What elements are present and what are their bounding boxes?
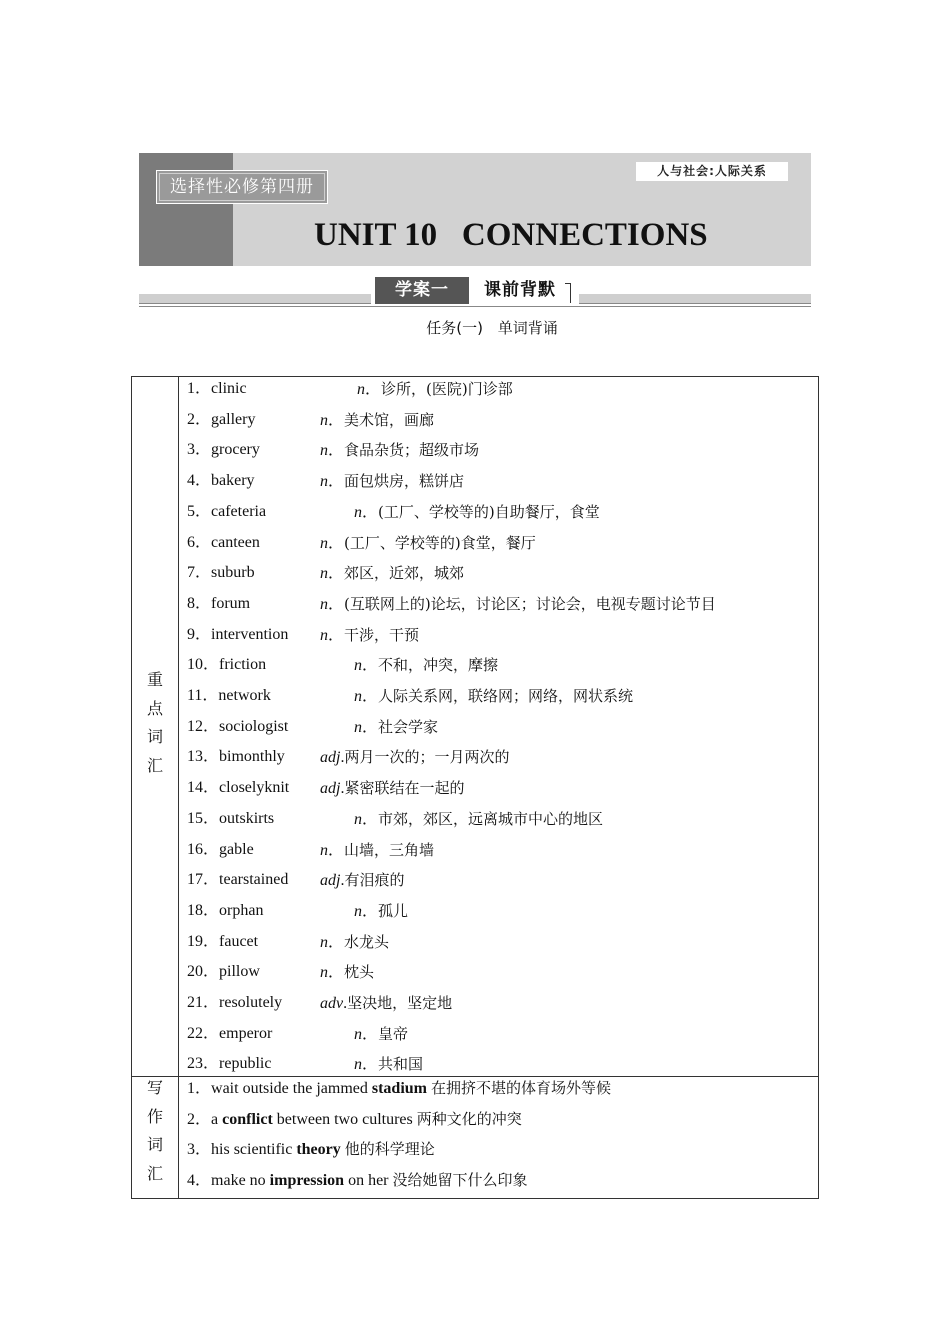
unit-title: UNIT 10 CONNECTIONS <box>314 217 708 253</box>
phrase-keyword: theory <box>296 1141 341 1159</box>
part-of-speech: n <box>320 933 328 951</box>
vocab-row <box>187 773 807 803</box>
part-of-speech: adj <box>320 872 341 890</box>
part-of-speech: n <box>320 841 328 859</box>
part-of-speech: n <box>320 565 328 583</box>
pos-separator: ． <box>362 657 379 675</box>
definition-text: 食品杂货；超级市场 <box>344 441 480 460</box>
part-of-speech: n <box>320 411 328 429</box>
vocab-number: 14． <box>187 779 220 797</box>
vocab-word: cafeteria <box>211 502 267 520</box>
vocab-number: 9． <box>187 625 212 643</box>
vocab-definition <box>354 896 408 927</box>
phrase-text: a <box>211 1110 223 1128</box>
task-title: 任务(一) 单词背诵 <box>426 319 558 337</box>
vocab-row <box>187 804 807 834</box>
definition-text: 共和国 <box>378 1055 424 1074</box>
definition-text: 面包烘房，糕饼店 <box>344 472 465 491</box>
part-of-speech: n <box>320 473 328 491</box>
phrase-translation: 没给她留下什么印象 <box>392 1171 528 1190</box>
vocab-word: orphan <box>219 901 264 919</box>
vocab-word: emperor <box>219 1024 273 1042</box>
vocab-definition <box>354 681 633 712</box>
phrase-number: 4． <box>187 1172 212 1190</box>
vocab-definition <box>320 773 464 804</box>
phrase-row <box>187 1073 807 1103</box>
pos-separator: ． <box>365 381 382 398</box>
pos-separator: ． <box>362 503 379 521</box>
vocab-number: 21． <box>187 994 220 1011</box>
phrase-row <box>187 1104 807 1134</box>
part-of-speech: n <box>320 442 328 460</box>
pos-separator: ． <box>328 442 345 460</box>
part-of-speech: n <box>354 657 362 675</box>
vocab-row <box>187 466 807 496</box>
vocab-word: faucet <box>219 932 259 950</box>
vocab-number: 6． <box>187 533 212 551</box>
definition-text: 有泪痕的 <box>344 871 405 890</box>
pos-separator: . <box>340 749 345 767</box>
book-label: 选择性必修第四册 <box>156 170 328 204</box>
vocab-row <box>187 589 807 619</box>
vocab-word: grocery <box>211 441 260 459</box>
vocab-word: bimonthly <box>219 748 285 766</box>
section-bar-right <box>579 294 811 304</box>
vocab-definition <box>320 435 479 466</box>
phrase-keyword: conflict <box>222 1110 273 1128</box>
vocab-definition <box>320 927 389 958</box>
writing-vocab-category: 写 作 词 汇 <box>146 1078 163 1183</box>
vocab-row <box>187 620 807 650</box>
part-of-speech: adj <box>320 780 341 798</box>
vocab-word: sociologist <box>219 717 289 735</box>
definition-text: 郊区，近郊，城郊 <box>344 564 465 583</box>
vocab-number: 8． <box>187 594 212 612</box>
vocab-word: tearstained <box>219 871 289 889</box>
vocab-definition <box>320 988 452 1019</box>
vocab-row <box>187 405 807 435</box>
table-column-divider <box>178 377 179 1198</box>
vocab-word: gable <box>219 840 254 858</box>
definition-text: 两月一次的；一月两次的 <box>344 748 510 767</box>
phrase-keyword: impression <box>269 1172 345 1190</box>
definition-text: 不和，冲突，摩擦 <box>378 656 499 675</box>
part-of-speech: n <box>320 626 328 644</box>
pos-separator: ． <box>328 411 345 429</box>
phrase-text: on her <box>344 1172 393 1190</box>
pos-separator: ． <box>362 810 379 828</box>
vocab-number: 17． <box>187 871 220 889</box>
vocab-word: intervention <box>211 625 289 643</box>
phrase-row <box>187 1134 807 1164</box>
part-of-speech: n <box>357 381 365 398</box>
vocab-row <box>187 896 807 926</box>
definition-text: 孤儿 <box>378 901 409 920</box>
vocab-row <box>187 528 807 558</box>
vocab-word: pillow <box>219 963 260 981</box>
vocab-word: forum <box>211 594 251 612</box>
definition-text: (工厂、学校等的)食堂，餐厅 <box>344 533 536 552</box>
vocab-word: resolutely <box>219 994 283 1011</box>
part-of-speech: adv <box>320 995 344 1012</box>
definition-text: (互联网上的)论坛，讨论区；讨论会，电视专题讨论节目 <box>344 594 716 613</box>
vocab-word: network <box>218 687 271 704</box>
vocab-word: republic <box>219 1055 272 1073</box>
vocab-number: 11． <box>187 687 219 704</box>
vocab-word: friction <box>219 656 267 674</box>
definition-text: 山墙，三角墙 <box>344 840 435 859</box>
section-part-b: 课前背默 <box>469 277 571 304</box>
part-of-speech: n <box>354 1056 362 1074</box>
phrase-text: make no <box>211 1172 270 1190</box>
vocab-row <box>187 374 807 404</box>
vocab-row <box>187 957 807 987</box>
vocab-number: 15． <box>187 809 220 827</box>
vocab-definition <box>320 405 434 436</box>
definition-text: 美术馆，画廊 <box>344 410 435 429</box>
vocab-row <box>187 988 807 1018</box>
vocab-number: 18． <box>187 901 220 919</box>
vocab-number: 13． <box>187 748 220 766</box>
vocab-word: clinic <box>211 380 247 397</box>
topic-label: 人与社会:人际关系 <box>636 162 788 181</box>
vocab-word: canteen <box>211 533 260 551</box>
definition-text: 皇帝 <box>378 1024 409 1043</box>
pos-separator: ． <box>362 902 379 920</box>
phrase-keyword: stadium <box>371 1080 427 1097</box>
vocab-number: 10． <box>187 656 220 674</box>
phrase-row <box>187 1165 807 1195</box>
part-of-speech: adj <box>320 749 341 767</box>
vocab-number: 4． <box>187 472 212 490</box>
vocab-row <box>187 435 807 465</box>
vocab-word: gallery <box>211 410 256 428</box>
vocab-definition <box>320 865 404 896</box>
vocab-row <box>187 681 807 711</box>
pos-separator: . <box>340 780 345 798</box>
definition-text: 干涉，干预 <box>344 625 420 644</box>
phrase-text: between two cultures <box>272 1110 417 1128</box>
vocab-number: 19． <box>187 932 220 950</box>
part-of-speech: n <box>320 964 328 982</box>
phrase-translation: 在拥挤不堪的体育场外等候 <box>431 1079 612 1097</box>
vocab-number: 16． <box>187 840 220 858</box>
phrase-translation: 两种文化的冲突 <box>416 1109 522 1128</box>
definition-text: 枕头 <box>344 963 375 982</box>
vocab-number: 22． <box>187 1024 220 1042</box>
vocab-word: outskirts <box>219 809 275 827</box>
part-of-speech: n <box>354 688 362 705</box>
part-of-speech: n <box>354 503 362 521</box>
vocab-row <box>187 497 807 527</box>
vocab-definition <box>354 804 603 835</box>
pos-separator: ． <box>362 1025 379 1043</box>
vocab-number: 12． <box>187 717 220 735</box>
definition-text: 紧密联结在一起的 <box>344 779 465 798</box>
vocab-row <box>187 742 807 772</box>
vocab-definition <box>320 957 374 988</box>
vocab-row <box>187 558 807 588</box>
part-of-speech: n <box>354 902 362 920</box>
vocab-row <box>187 927 807 957</box>
vocab-word: bakery <box>211 472 255 490</box>
vocab-table <box>131 376 819 1199</box>
vocab-definition <box>320 528 536 559</box>
vocab-definition <box>320 835 434 866</box>
phrase-number: 3． <box>187 1141 212 1159</box>
vocab-row <box>187 865 807 895</box>
section-part-a: 学案一 <box>375 277 469 304</box>
pos-separator: . <box>343 995 348 1012</box>
pos-separator: ． <box>328 534 345 552</box>
vocab-definition <box>354 1019 408 1050</box>
vocab-definition <box>354 497 600 528</box>
vocab-definition <box>320 742 509 773</box>
vocab-number: 7． <box>187 564 212 582</box>
vocab-number: 1． <box>187 380 212 397</box>
pos-separator: ． <box>328 565 345 583</box>
definition-text: 诊所，(医院)门诊部 <box>381 380 513 398</box>
part-of-speech: n <box>354 718 362 736</box>
definition-text: 社会学家 <box>378 717 439 736</box>
vocab-definition <box>357 374 513 405</box>
key-vocab-category: 重 点 词 汇 <box>146 670 163 775</box>
definition-text: 坚决地，坚定地 <box>347 994 453 1012</box>
definition-text: (工厂、学校等的)自助餐厅，食堂 <box>378 502 600 521</box>
vocab-word: closelyknit <box>219 779 290 797</box>
vocab-definition <box>354 650 498 681</box>
section-rule <box>139 306 811 307</box>
vocab-number: 5． <box>187 502 212 520</box>
pos-separator: ． <box>362 1056 379 1074</box>
phrase-translation: 他的科学理论 <box>344 1140 435 1159</box>
part-of-speech: n <box>320 534 328 552</box>
part-of-speech: n <box>320 595 328 613</box>
vocab-definition <box>320 558 464 589</box>
pos-separator: ． <box>362 718 379 736</box>
phrase-text: his scientific <box>211 1141 297 1159</box>
part-of-speech: n <box>354 1025 362 1043</box>
vocab-definition <box>320 466 464 497</box>
vocab-number: 20． <box>187 963 220 981</box>
vocab-word: suburb <box>211 564 255 582</box>
vocab-row <box>187 712 807 742</box>
phrase-text: wait outside the jammed <box>211 1080 372 1097</box>
pos-separator: ． <box>328 595 345 613</box>
pos-separator: ． <box>328 933 345 951</box>
definition-text: 人际关系网，联络网；网络，网状系统 <box>378 687 634 705</box>
pos-separator: ． <box>328 964 345 982</box>
pos-separator: ． <box>328 626 345 644</box>
pos-separator: ． <box>328 473 345 491</box>
vocab-row <box>187 650 807 680</box>
phrase-number: 1． <box>187 1080 212 1097</box>
vocab-number: 2． <box>187 410 212 428</box>
phrase-number: 2． <box>187 1110 212 1128</box>
section-bar-left <box>139 294 371 304</box>
definition-text: 市郊，郊区，远离城市中心的地区 <box>378 809 604 828</box>
pos-separator: ． <box>328 841 345 859</box>
vocab-row <box>187 835 807 865</box>
vocab-row <box>187 1019 807 1049</box>
unit-banner <box>139 153 811 266</box>
pos-separator: . <box>340 872 345 890</box>
part-of-speech: n <box>354 810 362 828</box>
vocab-definition <box>320 620 419 651</box>
pos-separator: ． <box>362 688 379 705</box>
vocab-number: 23． <box>187 1055 220 1073</box>
vocab-number: 3． <box>187 441 212 459</box>
vocab-definition <box>354 712 438 743</box>
vocab-definition <box>320 589 716 620</box>
definition-text: 水龙头 <box>344 932 390 951</box>
